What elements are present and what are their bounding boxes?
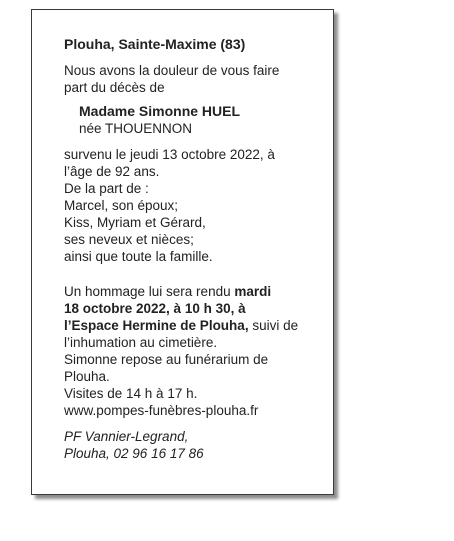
ceremony-text-part: suivi de — [248, 318, 299, 333]
notice-content — [64, 36, 326, 462]
ceremony-line: Simonne repose au funérarium de — [64, 352, 269, 367]
details-line: De la part de : — [64, 181, 149, 196]
ceremony-text-part: Un hommage lui sera rendu — [64, 284, 235, 299]
ceremony-line — [64, 300, 326, 317]
ceremony-bold-part: mardi — [234, 284, 272, 299]
obituary-notice — [31, 9, 334, 495]
funeral-home-phone: Plouha, 02 96 16 17 86 — [64, 446, 204, 461]
website-text: www.pompes-funèbres-plouha.fr — [64, 403, 259, 418]
funeral-home-name: PF Vannier-Legrand, — [64, 429, 189, 444]
spacer — [64, 419, 326, 428]
ceremony-text — [64, 283, 326, 419]
deceased-name: Madame Simonne HUEL — [79, 103, 241, 119]
notice-heading: Plouha, Sainte-Maxime (83) — [64, 36, 246, 52]
details-line: Marcel, son époux; — [64, 198, 179, 213]
ceremony-bold-part: 18 octobre 2022, à 10 h 30, à — [64, 301, 246, 316]
details-line: survenu le jeudi 13 octobre 2022, à — [64, 147, 275, 162]
intro-line-2: part du décès de — [64, 80, 165, 95]
funeral-home — [64, 428, 326, 462]
spacer — [64, 265, 326, 283]
birth-name: née THOUENNON — [79, 121, 193, 136]
ceremony-bold-part: l’Espace Hermine de Plouha, — [64, 318, 249, 333]
ceremony-line: l’inhumation au cimetière. — [64, 335, 218, 350]
details-line: ainsi que toute la famille. — [64, 249, 213, 264]
intro-text — [64, 62, 326, 96]
ceremony-line — [64, 317, 326, 334]
details-line: l’âge de 92 ans. — [64, 164, 160, 179]
ceremony-line — [64, 283, 326, 300]
details-line: Kiss, Myriam et Gérard, — [64, 215, 206, 230]
ceremony-line: Plouha. — [64, 369, 110, 384]
details-text — [64, 146, 326, 265]
intro-line-1: Nous avons la douleur de vous faire — [64, 63, 280, 78]
deceased-block — [64, 103, 326, 137]
details-line: ses neveux et nièces; — [64, 232, 194, 247]
ceremony-line: Visites de 14 h à 17 h. — [64, 386, 198, 401]
